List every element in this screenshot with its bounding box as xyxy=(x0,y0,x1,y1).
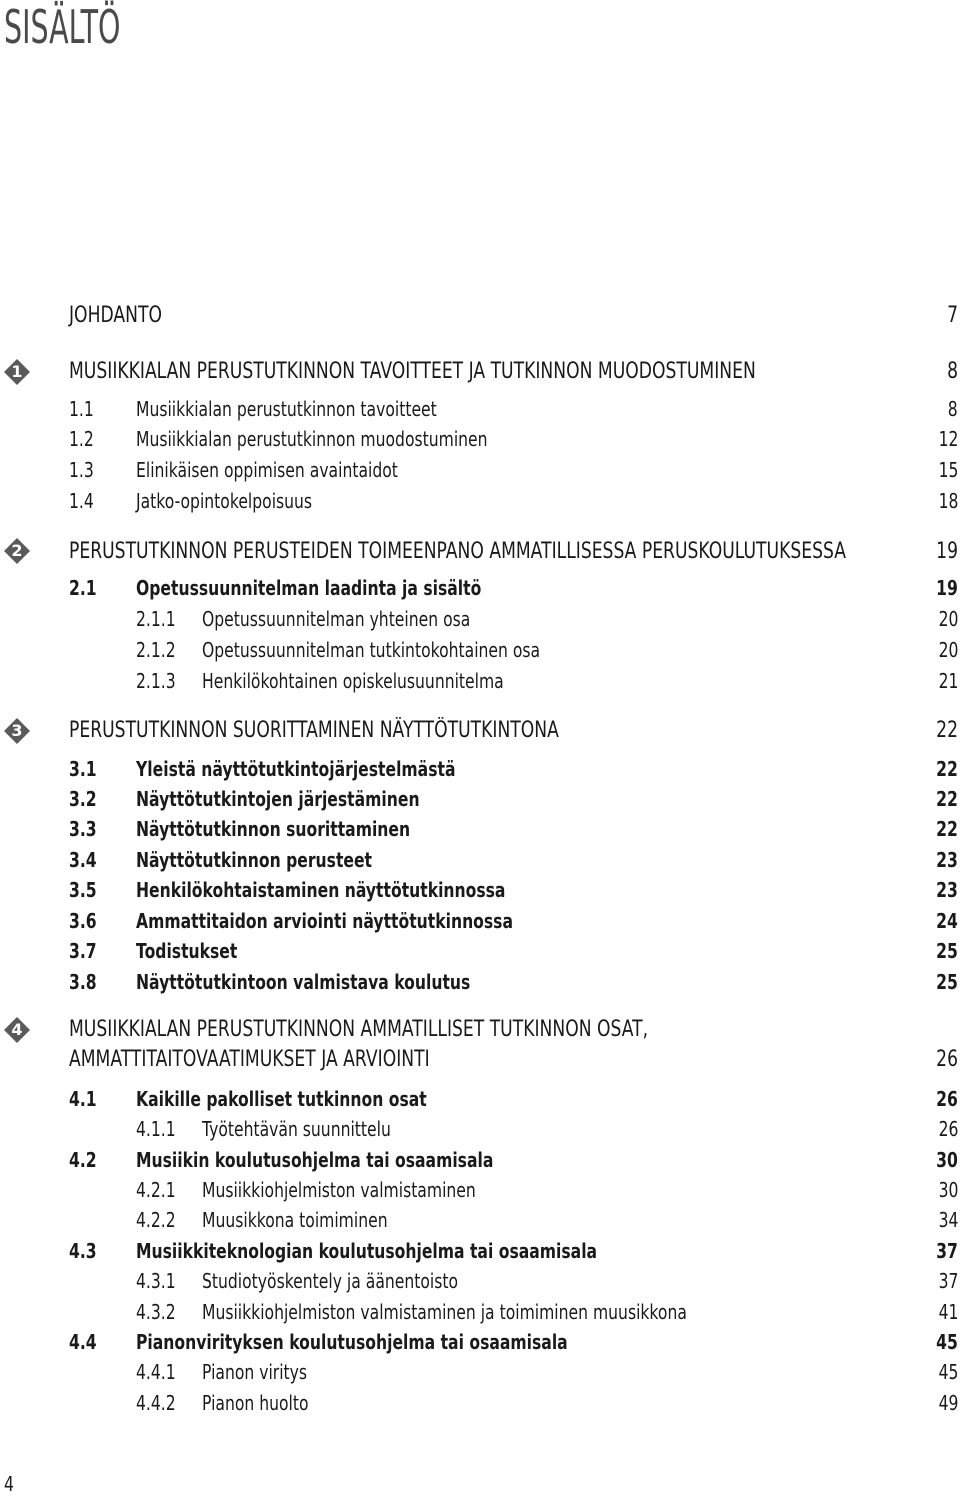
toc-chapter-page: 26 xyxy=(936,1047,958,1072)
section-number: 3.1 xyxy=(69,757,97,781)
section-title: Pianon huolto xyxy=(202,1391,309,1415)
section-number: 3.8 xyxy=(69,970,97,994)
section-number: 1.3 xyxy=(69,458,94,482)
section-number: 2.1.3 xyxy=(136,669,176,693)
toc-section-1-1[interactable] xyxy=(69,394,960,424)
section-page: 23 xyxy=(936,878,958,902)
section-page: 26 xyxy=(936,1087,958,1111)
toc-section-3-2[interactable] xyxy=(69,784,960,814)
section-number: 3.7 xyxy=(69,939,97,963)
section-number: 2.1.1 xyxy=(136,607,176,631)
toc-chapter-title: PERUSTUTKINNON PERUSTEIDEN TOIMEENPANO AMMATILLISESSA PERUSKOULUTUKSESSA xyxy=(69,539,846,564)
section-number: 4.4.2 xyxy=(136,1391,176,1415)
toc-subsection-4-1-1[interactable] xyxy=(69,1114,960,1144)
section-number: 4.2.1 xyxy=(136,1178,176,1202)
section-number: 4.3.2 xyxy=(136,1300,176,1324)
section-title: Musiikkiteknologian koulutusohjelma tai osaamisala xyxy=(136,1239,598,1263)
toc-chapter-1[interactable] xyxy=(69,357,960,387)
section-title: Musiikkiohjelmiston valmistaminen ja toimiminen muusikkona xyxy=(202,1300,687,1324)
section-title: Muusikkona toimiminen xyxy=(202,1208,388,1232)
section-title: Näyttötutkinnon perusteet xyxy=(136,848,373,872)
toc-section-3-5[interactable] xyxy=(69,875,960,905)
section-title: Studiotyöskentely ja äänentoisto xyxy=(202,1269,459,1293)
section-title: Opetussuunnitelman tutkintokohtainen osa xyxy=(202,638,541,662)
toc-section-4-3[interactable] xyxy=(69,1236,960,1266)
toc-chapter-page: 19 xyxy=(936,539,958,564)
toc-chapter-page: 8 xyxy=(947,359,958,384)
section-title: Pianon viritys xyxy=(202,1360,308,1384)
toc-chapter-page: 22 xyxy=(936,718,958,743)
section-number: 3.6 xyxy=(69,909,97,933)
section-title: Musiikin koulutusohjelma tai osaamisala xyxy=(136,1148,494,1172)
section-number: 4.2.2 xyxy=(136,1208,176,1232)
toc-section-3-7[interactable] xyxy=(69,936,960,966)
section-number: 4.1.1 xyxy=(136,1117,176,1141)
section-title: Todistukset xyxy=(136,939,238,963)
section-page: 26 xyxy=(938,1117,958,1141)
toc-subsection-4-4-1[interactable] xyxy=(69,1357,960,1387)
section-title: Jatko-opintokelpoisuus xyxy=(136,489,313,513)
section-title: Työtehtävän suunnittelu xyxy=(202,1117,391,1141)
toc-section-1-4[interactable] xyxy=(69,486,960,516)
toc-subsection-4-3-2[interactable] xyxy=(69,1297,960,1327)
toc-section-2-1[interactable] xyxy=(69,573,960,603)
toc-entry-title: JOHDANTO xyxy=(69,303,162,328)
toc-section-3-4[interactable] xyxy=(69,845,960,875)
toc-chapter-title: PERUSTUTKINNON SUORITTAMINEN NÄYTTÖTUTKINTONA xyxy=(69,718,559,743)
section-page: 34 xyxy=(938,1208,958,1232)
toc-section-4-1[interactable] xyxy=(69,1084,960,1114)
toc-chapter-2[interactable] xyxy=(69,537,960,567)
section-title: Kaikille pakolliset tutkinnon osat xyxy=(136,1087,427,1111)
section-page: 20 xyxy=(938,607,958,631)
toc-chapter-title-line1: MUSIIKKIALAN PERUSTUTKINNON AMMATILLISET TUTKINNON OSAT, xyxy=(69,1017,649,1042)
section-number: 2.1.2 xyxy=(136,638,176,662)
section-page: 21 xyxy=(938,669,958,693)
toc-section-3-8[interactable] xyxy=(69,967,960,997)
toc-entry-page: 7 xyxy=(947,303,958,328)
section-page: 41 xyxy=(938,1300,958,1324)
toc-entry-intro[interactable] xyxy=(69,301,960,331)
chapter-marker-number: 1 xyxy=(11,362,23,381)
toc-chapter-title: MUSIIKKIALAN PERUSTUTKINNON TAVOITTEET JA TUTKINNON MUODOSTUMINEN xyxy=(69,359,756,384)
section-number: 4.3.1 xyxy=(136,1269,176,1293)
section-page: 37 xyxy=(938,1269,958,1293)
chapter-marker-number: 4 xyxy=(11,1020,23,1039)
toc-subsection-4-3-1[interactable] xyxy=(69,1266,960,1296)
section-number: 3.3 xyxy=(69,817,97,841)
toc-subsection-2-1-3[interactable] xyxy=(69,666,960,696)
section-page: 15 xyxy=(938,458,958,482)
section-page: 24 xyxy=(936,909,958,933)
toc-section-3-3[interactable] xyxy=(69,814,960,844)
section-page: 30 xyxy=(938,1178,958,1202)
section-page: 19 xyxy=(936,576,958,600)
section-title: Henkilökohtaistaminen näyttötutkinnossa xyxy=(136,878,506,902)
section-title: Musiikkiohjelmiston valmistaminen xyxy=(202,1178,476,1202)
chapter-marker-number: 3 xyxy=(11,721,23,740)
section-page: 25 xyxy=(936,970,958,994)
toc-section-4-4[interactable] xyxy=(69,1327,960,1357)
section-number: 3.2 xyxy=(69,787,97,811)
toc-subsection-4-2-1[interactable] xyxy=(69,1175,960,1205)
section-page: 12 xyxy=(938,427,958,451)
section-page: 22 xyxy=(936,757,958,781)
toc-subsection-2-1-1[interactable] xyxy=(69,604,960,634)
section-title: Yleistä näyttötutkintojärjestelmästä xyxy=(136,757,456,781)
section-number: 3.5 xyxy=(69,878,97,902)
toc-section-3-1[interactable] xyxy=(69,754,960,784)
section-number: 2.1 xyxy=(69,576,97,600)
toc-subsection-4-2-2[interactable] xyxy=(69,1205,960,1235)
toc-chapter-4-line2[interactable] xyxy=(69,1045,960,1075)
section-title: Opetussuunnitelman yhteinen osa xyxy=(202,607,471,631)
section-page: 45 xyxy=(936,1330,958,1354)
section-page: 45 xyxy=(938,1360,958,1384)
section-number: 4.4 xyxy=(69,1330,97,1354)
section-title: Henkilökohtainen opiskelusuunnitelma xyxy=(202,669,504,693)
section-page: 20 xyxy=(938,638,958,662)
section-number: 3.4 xyxy=(69,848,97,872)
section-number: 4.4.1 xyxy=(136,1360,176,1384)
section-number: 1.4 xyxy=(69,489,94,513)
section-title: Ammattitaidon arviointi näyttötutkinnossa xyxy=(136,909,513,933)
section-page: 8 xyxy=(948,397,958,421)
section-page: 23 xyxy=(936,848,958,872)
section-page: 22 xyxy=(936,787,958,811)
toc-chapter-title-line2: AMMATTITAITOVAATIMUKSET JA ARVIOINTI xyxy=(69,1047,430,1072)
section-page: 37 xyxy=(936,1239,958,1263)
section-title: Opetussuunnitelman laadinta ja sisältö xyxy=(136,576,482,600)
toc-section-3-6[interactable] xyxy=(69,906,960,936)
document-title: SISÄLTÖ xyxy=(4,0,121,54)
section-page: 49 xyxy=(938,1391,958,1415)
toc-subsection-4-4-2[interactable] xyxy=(69,1388,960,1418)
toc-chapter-3[interactable] xyxy=(69,716,960,746)
toc-section-4-2[interactable] xyxy=(69,1145,960,1175)
page-number: 4 xyxy=(4,1472,14,1496)
section-title: Pianonvirityksen koulutusohjelma tai osaamisala xyxy=(136,1330,568,1354)
section-number: 4.2 xyxy=(69,1148,97,1172)
toc-subsection-2-1-2[interactable] xyxy=(69,635,960,665)
section-title: Näyttötutkintoon valmistava koulutus xyxy=(136,970,471,994)
toc-section-1-2[interactable] xyxy=(69,424,960,454)
section-number: 4.3 xyxy=(69,1239,97,1263)
section-page: 30 xyxy=(936,1148,958,1172)
section-title: Musiikkialan perustutkinnon tavoitteet xyxy=(136,397,437,421)
section-title: Musiikkialan perustutkinnon muodostuminen xyxy=(136,427,488,451)
section-page: 25 xyxy=(936,939,958,963)
section-number: 1.2 xyxy=(69,427,94,451)
toc-chapter-4[interactable] xyxy=(69,1015,960,1045)
section-title: Elinikäisen oppimisen avaintaidot xyxy=(136,458,398,482)
section-page: 22 xyxy=(936,817,958,841)
section-number: 1.1 xyxy=(69,397,94,421)
section-number: 4.1 xyxy=(69,1087,97,1111)
section-title: Näyttötutkintojen järjestäminen xyxy=(136,787,420,811)
toc-section-1-3[interactable] xyxy=(69,455,960,485)
section-page: 18 xyxy=(938,489,958,513)
chapter-marker-number: 2 xyxy=(11,541,23,560)
section-title: Näyttötutkinnon suorittaminen xyxy=(136,817,411,841)
